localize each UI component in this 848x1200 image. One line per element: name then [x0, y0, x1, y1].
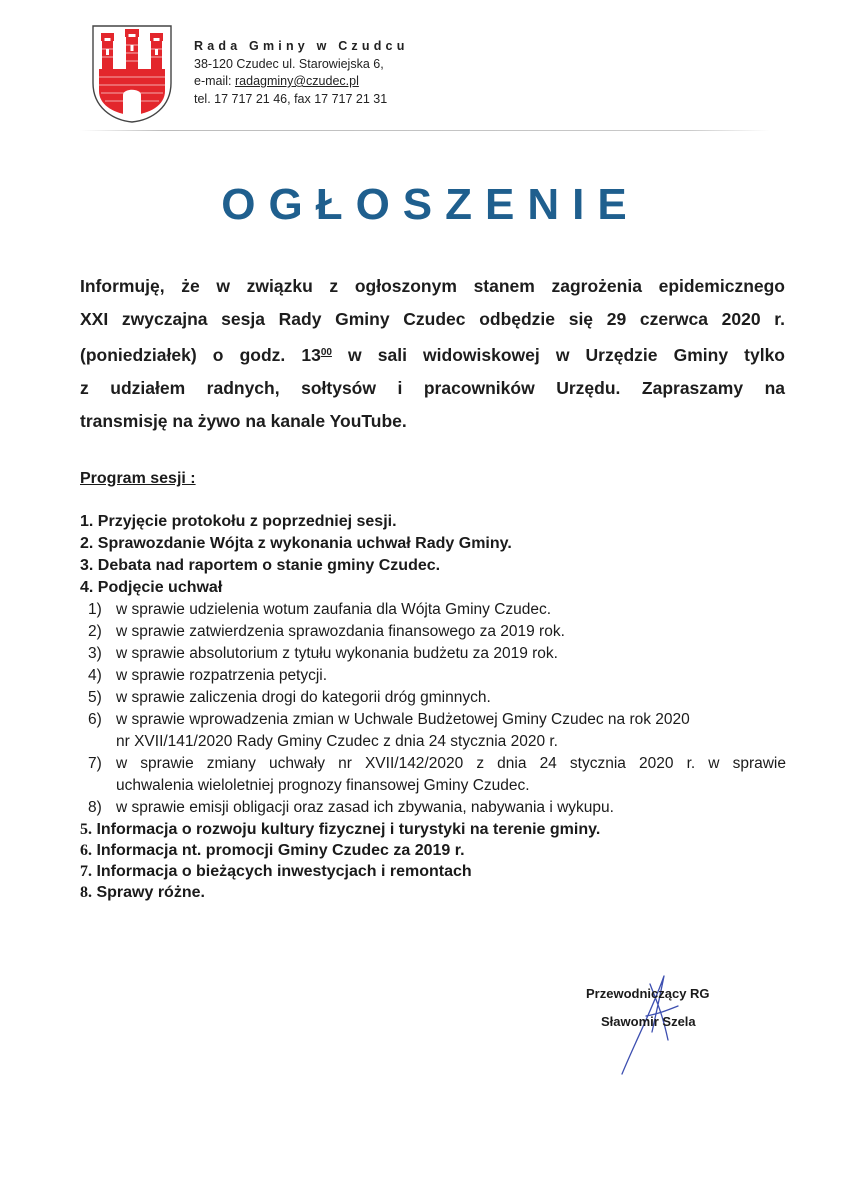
coat-of-arms-logo: [92, 25, 172, 123]
email-line: [194, 73, 409, 91]
announcement-body: [80, 270, 785, 438]
agenda-subitem: 3) w sprawie absolutorium z tytułu wykonania budżetu za 2019 rok.: [88, 645, 558, 662]
agenda-item: 1. Przyjęcie protokołu z poprzedniej sesji.: [80, 513, 397, 530]
header-divider: [80, 130, 770, 131]
body-line: z udziałem radnych, sołtysów i pracowników Urzędu. Zapraszamy na: [80, 378, 785, 398]
body-line: (poniedziałek) o godz. $13^{00}$ w sali widowiskowej w Urzędzie Gminy tylko: [80, 345, 785, 365]
announcement-title: OGŁOSZENIE: [221, 180, 640, 229]
agenda-subitem: 1) w sprawie udzielenia wotum zaufania dla Wójta Gminy Czudec.: [88, 601, 552, 618]
session-agenda: [80, 511, 800, 903]
signatory-name: Sławomir Szela: [601, 1014, 696, 1029]
agenda-item: 8. Sprawy różne.: [80, 884, 205, 901]
letterhead: [194, 38, 409, 108]
signatory-role: Przewodniczący RG: [586, 986, 710, 1001]
agenda-subitem: 6) w sprawie wprowadzenia zmian w Uchwale Budżetowej Gminy Czudec na rok 2020 nr XVII/141/2020 Rady Gminy Czudec z dnia 24 stycznia 2020 r.: [88, 711, 690, 750]
agenda-subitem: 8) w sprawie emisji obligacji oraz zasad ich zbywania, nabywania i wykupu.: [88, 799, 614, 816]
agenda-item: 7. Informacja o bieżących inwestycjach i remontach: [80, 863, 472, 880]
agenda-item: 3. Debata nad raportem o stanie gminy Czudec.: [80, 557, 441, 574]
body-line: XXI zwyczajna sesja Rady Gminy Czudec odbędzie się 29 czerwca 2020 r.: [80, 309, 785, 329]
address: 38-120 Czudec ul. Starowiejska 6,: [194, 56, 384, 71]
body-line: Informuję, że w związku z ogłoszonym stanem zagrożenia epidemicznego: [80, 276, 785, 296]
agenda-subitem: 5) w sprawie zaliczenia drogi do kategorii dróg gminnych.: [88, 689, 491, 706]
agenda-item: 6. Informacja nt. promocji Gminy Czudec za 2019 r.: [80, 842, 465, 859]
organization-name: Rada Gminy w Czudcu: [194, 39, 409, 53]
body-line: transmisję na żywo na kanale YouTube.: [80, 411, 407, 431]
agenda-subitem: 2) w sprawie zatwierdzenia sprawozdania finansowego za 2019 rok.: [88, 623, 565, 640]
email-link[interactable]: radagminy@czudec.pl: [235, 74, 359, 88]
agenda-subitem: 4) w sprawie rozpatrzenia petycji.: [88, 667, 328, 684]
phone-fax: tel. 17 717 21 46, fax 17 717 21 31: [194, 91, 388, 106]
program-heading: Program sesji :: [80, 470, 196, 487]
email-label: e-mail:: [194, 74, 232, 88]
agenda-item: 4. Podjęcie uchwał: [80, 579, 223, 596]
time-minutes: 00: [320, 347, 332, 358]
agenda-item: 2. Sprawozdanie Wójta z wykonania uchwał Rady Gminy.: [80, 535, 512, 552]
agenda-item: 5. Informacja o rozwoju kultury fizycznej i turystyki na terenie gminy.: [80, 821, 601, 838]
agenda-subitem: 7) w sprawie zmiany uchwały nr XVII/142/2020 z dnia 24 stycznia 2020 r. w sprawie uchwalenia wieloletniej prognozy finansowej Gminy Czudec.: [88, 755, 786, 794]
